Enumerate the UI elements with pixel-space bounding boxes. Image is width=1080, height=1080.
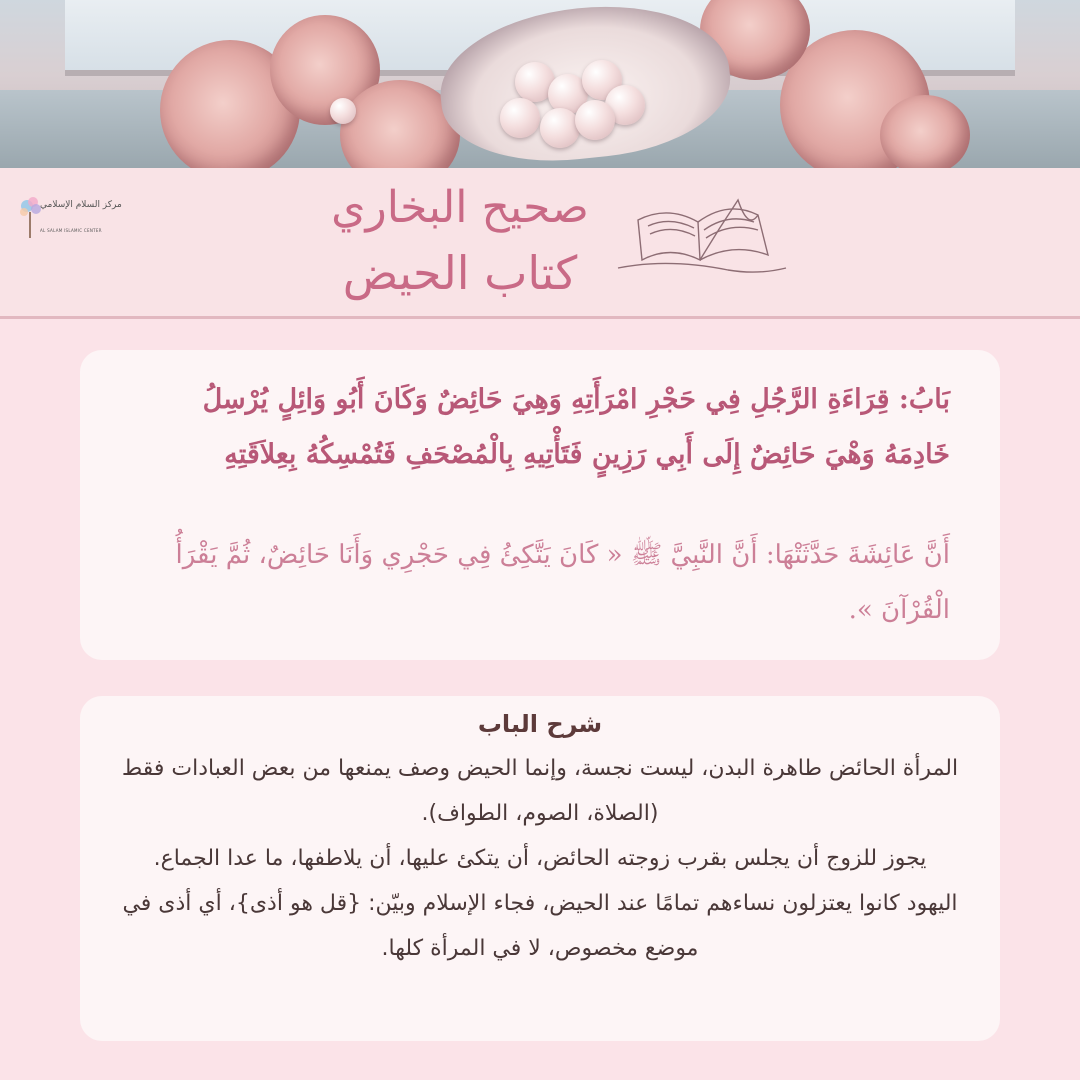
pearl	[500, 98, 540, 138]
open-book-icon	[608, 180, 788, 280]
pearl	[575, 100, 615, 140]
chapter-heading: بَابُ: قِرَاءَةِ الرَّجُلِ فِي حَجْرِ امْرَأَتِهِ وَهِيَ حَائِضٌ وَكَانَ أَبُو وَائِلٍ يُرْسِلُ خَادِمَهُ وَهْيَ حَائِضٌ إِلَى أَبِي رَزِينٍ فَتَأْتِيهِ بِالْمُصْحَفِ فَتُمْسِكُهُ بِعِلاَقَتِهِ	[202, 384, 950, 470]
chapter-card	[80, 350, 1000, 660]
explanation-paragraph: يجوز للزوج أن يجلس بقرب زوجته الحائض، أن يتكئ عليها، أن يلاطفها، ما عدا الجماع.	[153, 846, 927, 871]
hadith-text: أَنَّ عَائِشَةَ حَدَّثَتْهَا: أَنَّ النَّبِيَّ ﷺ « كَانَ يَتَّكِئُ فِي حَجْرِي وَأَنَا حَائِضٌ، ثُمَّ يَقْرَأُ الْقُرْآنَ ».	[175, 540, 950, 625]
logo-name: مركز السلام الإسلامي	[40, 200, 122, 210]
page-title: صحيح البخاري	[331, 182, 589, 233]
page-subtitle: كتاب الحيض	[342, 246, 578, 300]
hero-image	[0, 0, 1080, 168]
pearl	[540, 108, 580, 148]
explanation-paragraph: اليهود كانوا يعتزلون نساءهم تمامًا عند الحيض، فجاء الإسلام وبيّن: {قل هو أذى}، أي أذى في موضع مخصوص، لا في المرأة كلها.	[122, 891, 958, 961]
explanation-card	[80, 696, 1000, 1041]
explanation-title: شرح الباب	[477, 710, 603, 738]
explanation-body	[120, 746, 960, 971]
logo-subtitle: AL SALAM ISLAMIC CENTER	[40, 228, 102, 233]
pearl	[330, 98, 356, 124]
explanation-paragraph: المرأة الحائض طاهرة البدن، ليست نجسة، وإنما الحيض وصف يمنعها من بعض العبادات فقط (الصلاة، الصوم، الطواف).	[121, 756, 959, 826]
rose-decoration	[880, 95, 970, 168]
